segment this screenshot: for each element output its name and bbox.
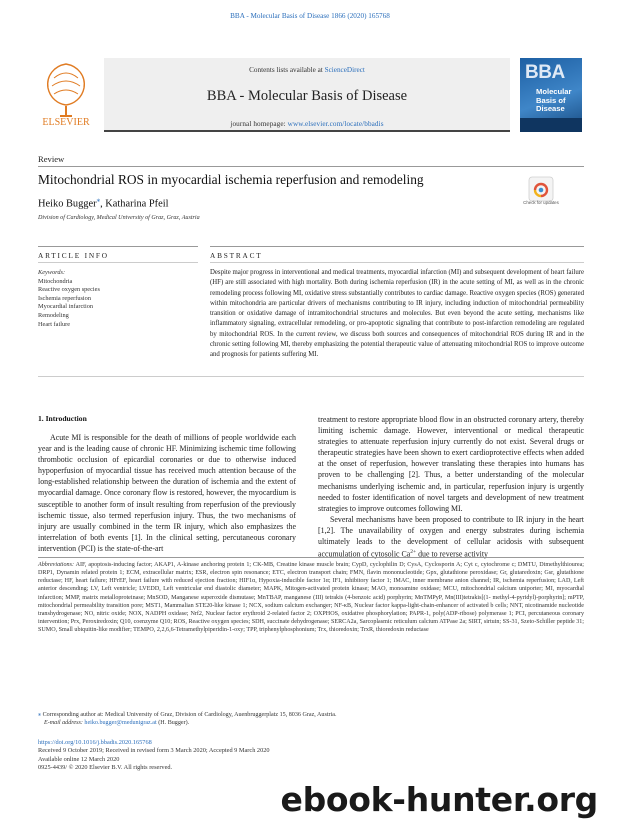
contents-line bbox=[104, 66, 510, 74]
keyword-item: Mitochondria bbox=[38, 277, 73, 285]
homepage-prefix: journal homepage: bbox=[230, 120, 288, 128]
body-column-right bbox=[318, 414, 584, 560]
available-online: Available online 12 March 2020 bbox=[38, 755, 120, 763]
issn-copyright: 0925-4439/ © 2020 Elsevier B.V. All rights reserved. bbox=[38, 763, 173, 771]
keyword-item: Myocardial infarction bbox=[38, 303, 94, 311]
author-separator: , bbox=[100, 198, 106, 210]
keyword-item: Reactive oxygen species bbox=[38, 286, 100, 294]
watermark-text: ebook-hunter.org bbox=[280, 780, 598, 819]
cover-line-3: Disease bbox=[536, 104, 565, 114]
abbreviations-label: Abbreviations: bbox=[38, 562, 74, 568]
author-list bbox=[38, 196, 168, 209]
affiliation: Division of Cardiology, Medical University of Graz, Graz, Austria bbox=[38, 215, 200, 221]
email-link[interactable]: heiko.bugger@medunigraz.at bbox=[84, 720, 157, 727]
intro-paragraph-2-start: Several mechanisms have been proposed to contribute to IR injury in the heart [1,2]. The unavailability of oxygen and energy substrates during ischemia ultimately leads to the development of cellular acidosis with subsequent accumulation of cytosolic Ca bbox=[318, 514, 584, 559]
keyword-item: Heart failure bbox=[38, 320, 70, 328]
cover-subtitle bbox=[536, 88, 571, 114]
abstract-bottom-rule bbox=[38, 376, 584, 377]
sciencedirect-link[interactable]: ScienceDirect bbox=[324, 66, 365, 74]
abbreviations-list: AIF, apoptosis-inducing factor; AKAP1, A-kinase anchoring protein 1; CK-MB, Creatine kinase muscle brain; CypD, cyclophilin D; CysA, Cyclosporin A; Cyt c, cytochrome c; DMTU, Dimethylthiourea; DRP1, Dynamin related protein 1; ECM, extracellular matrix; ESR, electron spin resonance; ETC, electron transport chain; FMN, flavin mononucleotide; Gpx, glutathione peroxidase; Gr, glutaredoxin; Gsr, glutathione reductase; HF, heart failure; HFrEF, heart failure with reduced ejection fraction; HIF1α, Hypoxia-inducible factor 1α; IF1, inhibitory factor 1; IMAC, inner membrane anion channel; IR, ischemia reperfusion; LAD, Left anterior descending; LV, Left ventricle; LVEDD, Left ventricular end diastolic diameter; MAPK, Mitogen-activated protein kinase; MAO, monoamine oxidase; MCU, mitochondrial calcium uniporter; MI, myocardial infarction; MMP, matrix metalloproteinase; MnSOD, Manganese superoxide dismutase; MnTBAP, manganese (III) tetrakis (4-benzoic acid) porphyrin; MnTMPyP, Mn(III)tetrakis[(1- methyl-4-pyridyl)-porphyrin]; mPTP, mitochondrial permeability transition pore; MST1, Mammalian STE20-like kinase 1; NCX, sodium calcium exchanger; NF-κB, Nuclear factor kappa-light-chain-enhancer of activated b cells; NNT, nicotinamide nucleotide transhydrogenase; NO, nitric oxide; NOX, NADPH oxidase; Nrf2, Nuclear factor erythroid 2-related factor 2; OXPHOS, oxidative phosphorylation; PAPR-1, poly(ADP-ribose) polymerase 1; PCI, percutaneous coronary intervention; Prx, Peroxiredoxin; Q10, coenzyme Q10; ROS, Reactive oxygen species; SDH, succinate dehydrogenase; SERCA2a, Sarcoplasmic reticulum calcium ATPase 2a; SIRT, sirtuin; SS-31, Szeto-Schiller peptide 31; SUMO, Small ubiquitin-like modifier; TEMPO, 2,2,6,6-Tetramethylpiperidin-1-oxy; TPP, triphenylphosphonium; Trx, thioredoxin; TrxR, thioredoxin reductase bbox=[38, 562, 584, 634]
abstract-text: Despite major progress in interventional and medical treatments, myocardial infarction (MI) and subsequent development of heart failure (HF) are still associated with high mortality. Both during ischemia reperfusion (IR) in the acute setting of MI, as well as in the chronic remodeling process following MI, oxidative stress substantially contributes to cardiac damage. Reactive oxygen species (ROS) generated within mitochondria are particular drivers of mechanisms contributing to IR injury, including induction of mitochondrial permeability transition or oxidative damage of intramitochondrial structures and molecules. But even beyond the acute setting, mechanisms like inflammatory signaling, extracellular remodeling, or pro-apoptotic signaling that contribute to post-infarction remodeling are regulated by mitochondrial ROS. In the current review, we discuss both sources and consequences of mitochondrial ROS during IR and in the chronic setting following MI, thereby emphasizing the potential therapeutic value of attenuating mitochondrial ROS to improve outcome and prognosis for patients suffering MI. bbox=[210, 269, 584, 359]
keywords-block bbox=[38, 269, 198, 329]
check-for-updates-label[interactable]: Check for updates bbox=[523, 200, 559, 205]
corresponding-author-mark[interactable]: ⁎ bbox=[96, 196, 101, 204]
abbreviations-footnote bbox=[38, 561, 584, 634]
article-type: Review bbox=[38, 154, 65, 164]
info-top-rule bbox=[38, 246, 198, 247]
cover-bba-text: BBA bbox=[525, 62, 565, 83]
footnote-rule bbox=[38, 557, 584, 558]
corresponding-author-footnote bbox=[38, 711, 584, 727]
email-suffix: (H. Bugger). bbox=[156, 720, 190, 727]
elsevier-logo bbox=[36, 58, 96, 128]
journal-cover bbox=[520, 58, 582, 132]
author-bugger[interactable]: Heiko Bugger bbox=[38, 198, 97, 210]
abstract-sub-rule bbox=[210, 262, 584, 263]
cover-band bbox=[520, 118, 582, 132]
publication-info bbox=[38, 739, 584, 772]
intro-paragraph-1: Acute MI is responsible for the death of millions of people worldwide each year and is the leading cause of chronic HF. Minimizing ischemic time following thrombotic occlusion of epicardial coronaries or due to otherwise induced hypoperfusion of myocardial tissue has received much attention because of the long-established relationship between the duration of ischemia and the extent of myocardial damage. Once coronary flow is restored, however, the myocardium is susceptible to another form of insult resulting from reperfusion of the previously ischemic tissue, also termed reperfusion injury. Thus, the two mechanisms of injury are usually combined in the term IR injury, which also emphasizes the interrelation of both events [1]. In the clinical setting, percutaneous coronary intervention (PCI) is the state-of-the-art bbox=[38, 433, 296, 553]
corresponding-footnote-mark: ⁎ bbox=[38, 712, 42, 718]
intro-paragraph-1-continued: treatment to restore appropriate blood flow in an obstructed coronary artery, thereby limiting ischemic damage. However, interventional or medical therapeutic strategies to attenuate reperfusion injury currently do not exist. Several drugs or therapeutic strategies have been shown to exert cardioprotective effects when added at the onset of reperfusion, however translating these therapies into humans has proven to be challenging [2]. Thus, a better understanding of the molecular mechanisms underlying ischemic and, in particular, reperfusion injury is urgently needed to foster identification of novel targets and development of new treatment strategies to improve outcomes following MI. bbox=[318, 415, 584, 513]
abstract-heading: ABSTRACT bbox=[210, 251, 263, 260]
section-heading-introduction: 1. Introduction bbox=[38, 414, 87, 423]
cover-line-1: Molecular bbox=[536, 87, 572, 96]
corresponding-author-text: Corresponding author at: Medical University of Graz, Division of Cardiology, Auenbruggerplatz 15, 8036 Graz, Austria. bbox=[41, 712, 337, 718]
cover-line-2: Basis of bbox=[536, 95, 566, 105]
received-dates: Received 9 October 2019; Received in revised form 3 March 2020; Accepted 9 March 2020 bbox=[38, 747, 270, 755]
intro-paragraph-2 bbox=[318, 514, 584, 560]
journal-citation[interactable]: BBA - Molecular Basis of Disease 1866 (2020) 165768 bbox=[230, 12, 390, 20]
article-info-heading: ARTICLE INFO bbox=[38, 251, 109, 260]
calcium-charge-superscript: 2+ bbox=[410, 549, 417, 556]
keyword-item: Remodeling bbox=[38, 311, 69, 319]
publisher-logo-text: ELSEVIER bbox=[42, 117, 90, 128]
keywords-label: Keywords: bbox=[38, 269, 66, 276]
doi-link[interactable]: https://doi.org/10.1016/j.bbadis.2020.165768 bbox=[38, 739, 152, 746]
contents-prefix: Contents lists available at bbox=[249, 66, 325, 74]
check-for-updates-icon[interactable] bbox=[528, 176, 554, 202]
title-divider bbox=[38, 166, 584, 167]
email-label: E-mail address: bbox=[44, 720, 85, 727]
body-column-left bbox=[38, 432, 296, 554]
info-sub-rule bbox=[38, 262, 198, 263]
homepage-link[interactable]: www.elsevier.com/locate/bbadis bbox=[287, 120, 384, 128]
author-pfeil[interactable]: Katharina Pfeil bbox=[105, 198, 169, 210]
intro-paragraph-2-end: due to reverse activity bbox=[416, 549, 488, 559]
journal-title: BBA - Molecular Basis of Disease bbox=[206, 88, 408, 104]
keyword-item: Ischemia reperfusion bbox=[38, 294, 91, 302]
abstract-top-rule bbox=[210, 246, 584, 247]
article-title: Mitochondrial ROS in myocardial ischemia reperfusion and remodeling bbox=[38, 172, 424, 187]
homepage-line bbox=[104, 120, 510, 128]
